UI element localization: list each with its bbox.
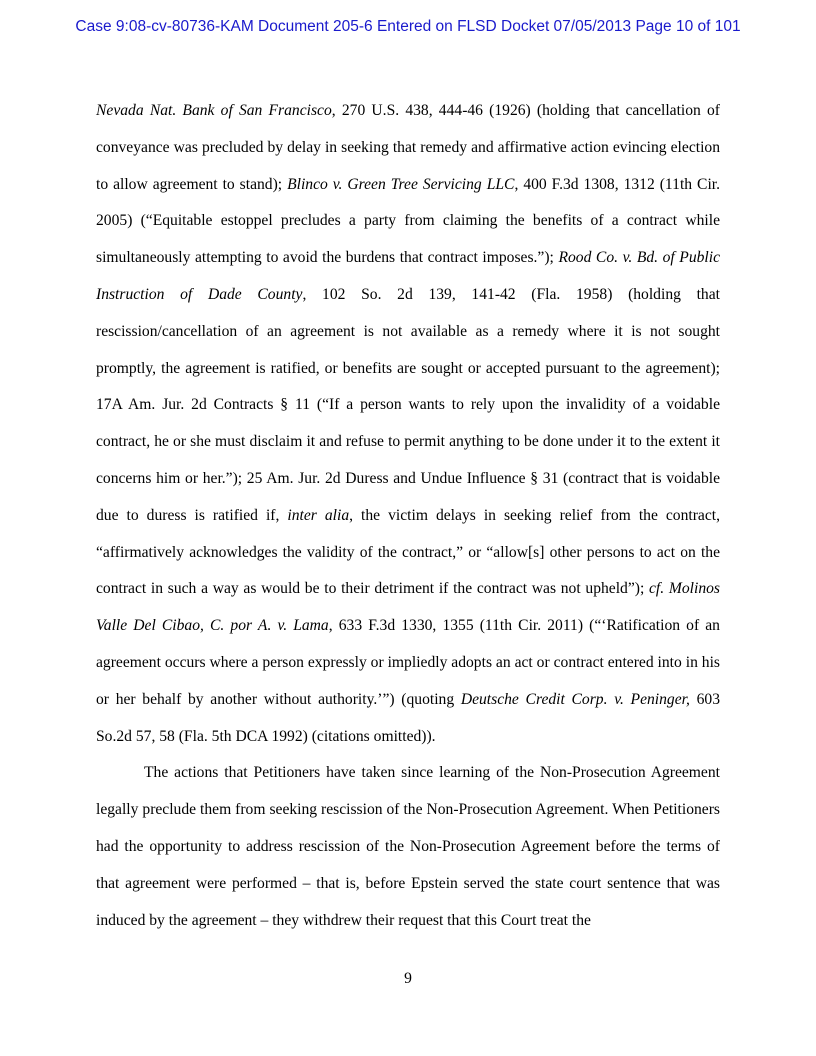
document-body xyxy=(96,93,720,939)
text-run: , 102 So. 2d 139, 141-42 (Fla. 1958) (holding that rescission/cancellation of an agreement is not available as a remedy where it is not sought promptly, the agreement is ratified, or benefits are sought or accepted pursuant to the agreement); 17A Am. Jur. 2d Contracts § 11 (“If a person wants to rely upon the invalidity of a voidable contract, he or she must disclaim it and refuse to permit anything to be done under it to the extent it concerns him or her.”); 25 Am. Jur. 2d Duress and Undue Influence § 31 (contract that is voidable due to duress is ratified if, xyxy=(96,285,720,524)
text-run: The actions that Petitioners have taken since learning of the Non-Prosecution Agreement legally preclude them from seeking rescission of the Non-Prosecution Agreement. When Petitioners had the opportunity to address rescission of the Non-Prosecution Agreement before the terms of that agreement were performed – that is, before Epstein served the state court sentence that was induced by the agreement – they withdrew their request that this Court treat the xyxy=(96,764,720,929)
text-run: , 400 F.3d 1308, 1312 (11th Cir. 2005) (“Equitable estoppel precludes a party from claiming the benefits of a contract while simultaneously attempting to avoid the burdens that contract imposes.”); xyxy=(96,175,721,267)
argument-paragraph xyxy=(96,755,720,939)
case-citation: cf. Molinos Valle Del Cibao, C. por A. v. Lama xyxy=(96,580,720,635)
page-number: 9 xyxy=(404,970,412,987)
case-citation: Deutsche Credit Corp. v. Peninger, xyxy=(460,690,690,708)
case-citation: Rood Co. v. Bd. of Public Instruction of Dade County xyxy=(96,249,721,303)
text-run: , the victim delays in seeking relief from the contract, “affirmatively acknowledges the validity of the contract,” or “allow[s] other persons to act on the contract in such a way as would be to their detriment if the contract was not upheld”); xyxy=(96,506,721,598)
citation-paragraph xyxy=(96,93,720,755)
case-citation: Nevada Nat. Bank of San Francisco xyxy=(96,102,332,119)
case-citation: Blinco v. Green Tree Servicing LLC xyxy=(287,175,515,193)
docket-header: Case 9:08-cv-80736-KAM Document 205-6 Entered on FLSD Docket 07/05/2013 Page 10 of 101 xyxy=(75,18,741,35)
text-run: , 633 F.3d 1330, 1355 (11th Cir. 2011) (“‘Ratification of an agreement occurs where a person expressly or impliedly adopts an act or contract entered into in his or her behalf by another without authority.’”) (quoting xyxy=(96,617,720,708)
text-run: , 270 U.S. 438, 444-46 (1926) (holding that cancellation of conveyance was precluded by delay in seeking that remedy and affirmative action evincing election to allow agreement to stand); xyxy=(96,102,721,193)
text-run: 603 So.2d 57, 58 (Fla. 5th DCA 1992) (citations omitted)). xyxy=(96,690,720,745)
latin-phrase: inter alia xyxy=(287,506,350,524)
